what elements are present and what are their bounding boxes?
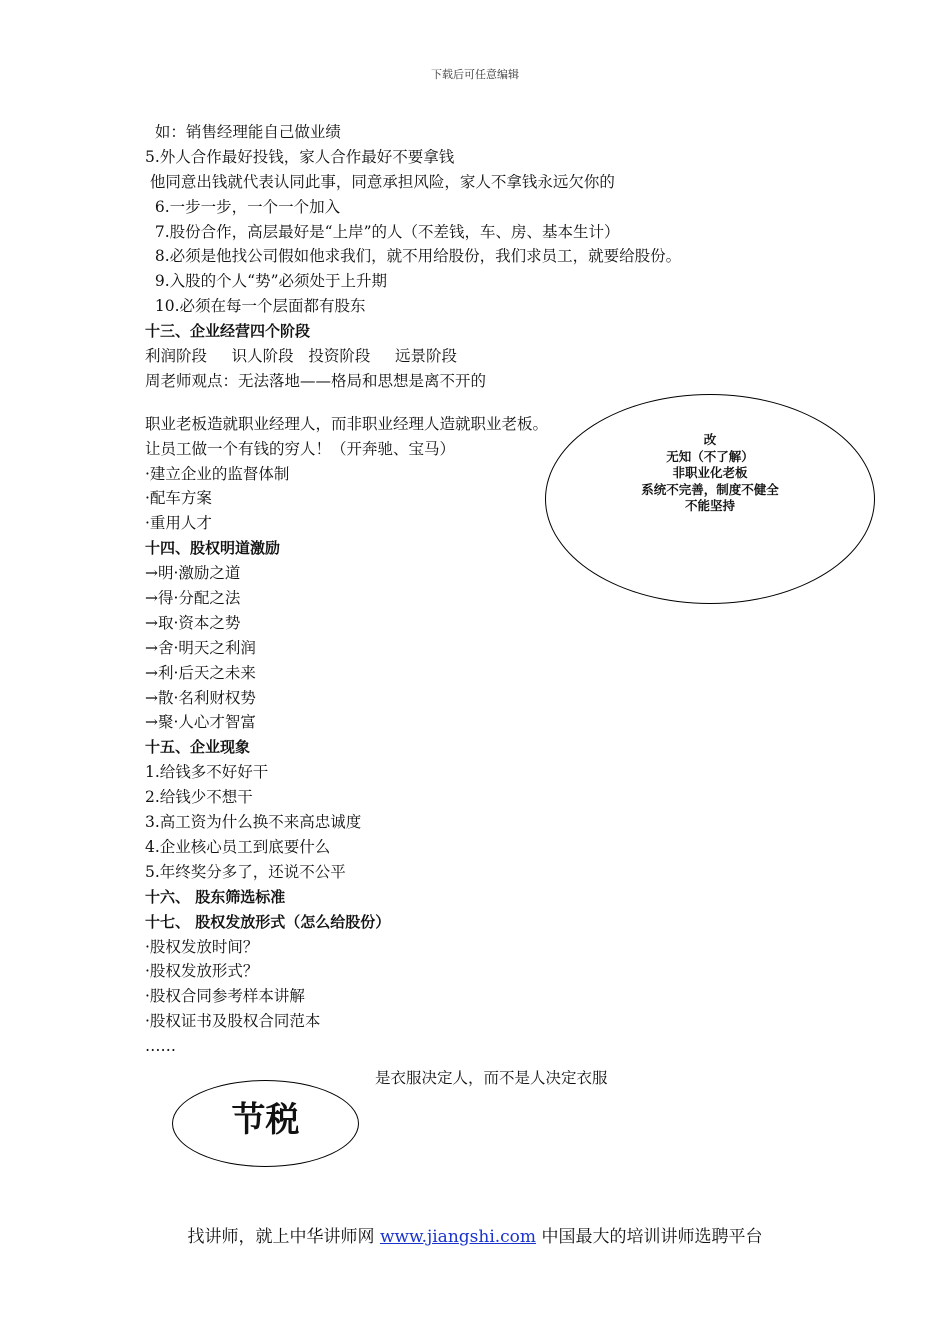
text-line: →舍·明天之利润 bbox=[145, 638, 256, 657]
text-line: 利润阶段 识人阶段 投资阶段 远景阶段 bbox=[145, 347, 458, 366]
note-ellipse-text bbox=[545, 432, 875, 515]
tax-saving-label: 节税 bbox=[231, 1100, 300, 1140]
text-line: ·配车方案 bbox=[145, 489, 212, 508]
text-line: 4.企业核心员工到底要什么 bbox=[145, 837, 331, 856]
section-heading: 十六、 股东筛选标准 bbox=[145, 887, 286, 906]
note-ellipse-line: 非职业化老板 bbox=[672, 465, 748, 480]
text-line: →利·后天之未来 bbox=[145, 663, 256, 682]
section-heading: 十五、企业现象 bbox=[145, 738, 251, 757]
clothes-caption: 是衣服决定人，而不是人决定衣服 bbox=[375, 1069, 608, 1087]
note-ellipse-line: 无知（不了解） bbox=[666, 448, 754, 464]
text-line: ·建立企业的监督体制 bbox=[145, 464, 290, 483]
section-heading: 十三、企业经营四个阶段 bbox=[145, 322, 311, 341]
footer-prefix: 找讲师，就上中华讲师网 bbox=[187, 1227, 380, 1247]
text-line: 2.给钱少不想干 bbox=[145, 788, 253, 807]
footer bbox=[0, 1222, 950, 1247]
text-line: 7.股份合作，高层最好是“上岸”的人（不差钱，车、房、基本生计） bbox=[145, 222, 620, 241]
text-line: →得·分配之法 bbox=[145, 589, 241, 608]
text-line: …… bbox=[145, 1037, 176, 1056]
text-line: 10.必须在每一个层面都有股东 bbox=[145, 297, 366, 316]
text-line: 他同意出钱就代表认同此事，同意承担风险，家人不拿钱永远欠你的 bbox=[145, 172, 615, 191]
note-ellipse-line: 改 bbox=[703, 432, 717, 447]
text-line: ·股权证书及股权合同范本 bbox=[145, 1012, 321, 1031]
text-line: 6.一步一步，一个一个加入 bbox=[145, 197, 341, 216]
text-line: →明·激励之道 bbox=[145, 564, 241, 583]
note-ellipse-line: 不能坚持 bbox=[684, 498, 735, 513]
text-line: 职业老板造就职业经理人，而非职业经理人造就职业老板。 bbox=[145, 414, 549, 433]
section-heading: 十四、股权明道激励 bbox=[145, 539, 281, 558]
text-line: 周老师观点：无法落地——格局和思想是离不开的 bbox=[145, 371, 487, 390]
text-line: 5.外人合作最好投钱，家人合作最好不要拿钱 bbox=[145, 147, 455, 166]
text-line: →聚·人心才智富 bbox=[145, 713, 256, 732]
text-line: →取·资本之势 bbox=[145, 613, 241, 632]
text-line: 如：销售经理能自己做业绩 bbox=[145, 123, 341, 141]
header-note: 下载后可任意编辑 bbox=[431, 68, 519, 81]
text-line: ·股权合同参考样本讲解 bbox=[145, 987, 305, 1006]
text-line: ·股权发放形式？ bbox=[145, 962, 259, 981]
text-line: 8.必须是他找公司假如他求我们，就不用给股份，我们求员工，就要给股份。 bbox=[145, 247, 682, 266]
text-line: 3.高工资为什么换不来高忠诚度 bbox=[145, 813, 362, 832]
text-line: ·股权发放时间？ bbox=[145, 937, 259, 956]
section-heading: 十七、 股权发放形式（怎么给股份） bbox=[145, 912, 391, 931]
text-line: 1.给钱多不好好干 bbox=[145, 763, 269, 782]
text-line: 5.年终奖分多了，还说不公平 bbox=[145, 862, 346, 881]
footer-suffix: 中国最大的培训讲师选聘平台 bbox=[536, 1227, 763, 1247]
text-line: ·重用人才 bbox=[145, 514, 212, 533]
text-line: →散·名利财权势 bbox=[145, 688, 256, 707]
note-ellipse-line: 系统不完善，制度不健全 bbox=[641, 481, 779, 497]
footer-link[interactable]: www.jiangshi.com bbox=[379, 1227, 537, 1247]
text-line: 9.入股的个人“势”必须处于上升期 bbox=[145, 272, 387, 291]
text-line: 让员工做一个有钱的穷人！（开奔驰、宝马） bbox=[145, 439, 456, 458]
